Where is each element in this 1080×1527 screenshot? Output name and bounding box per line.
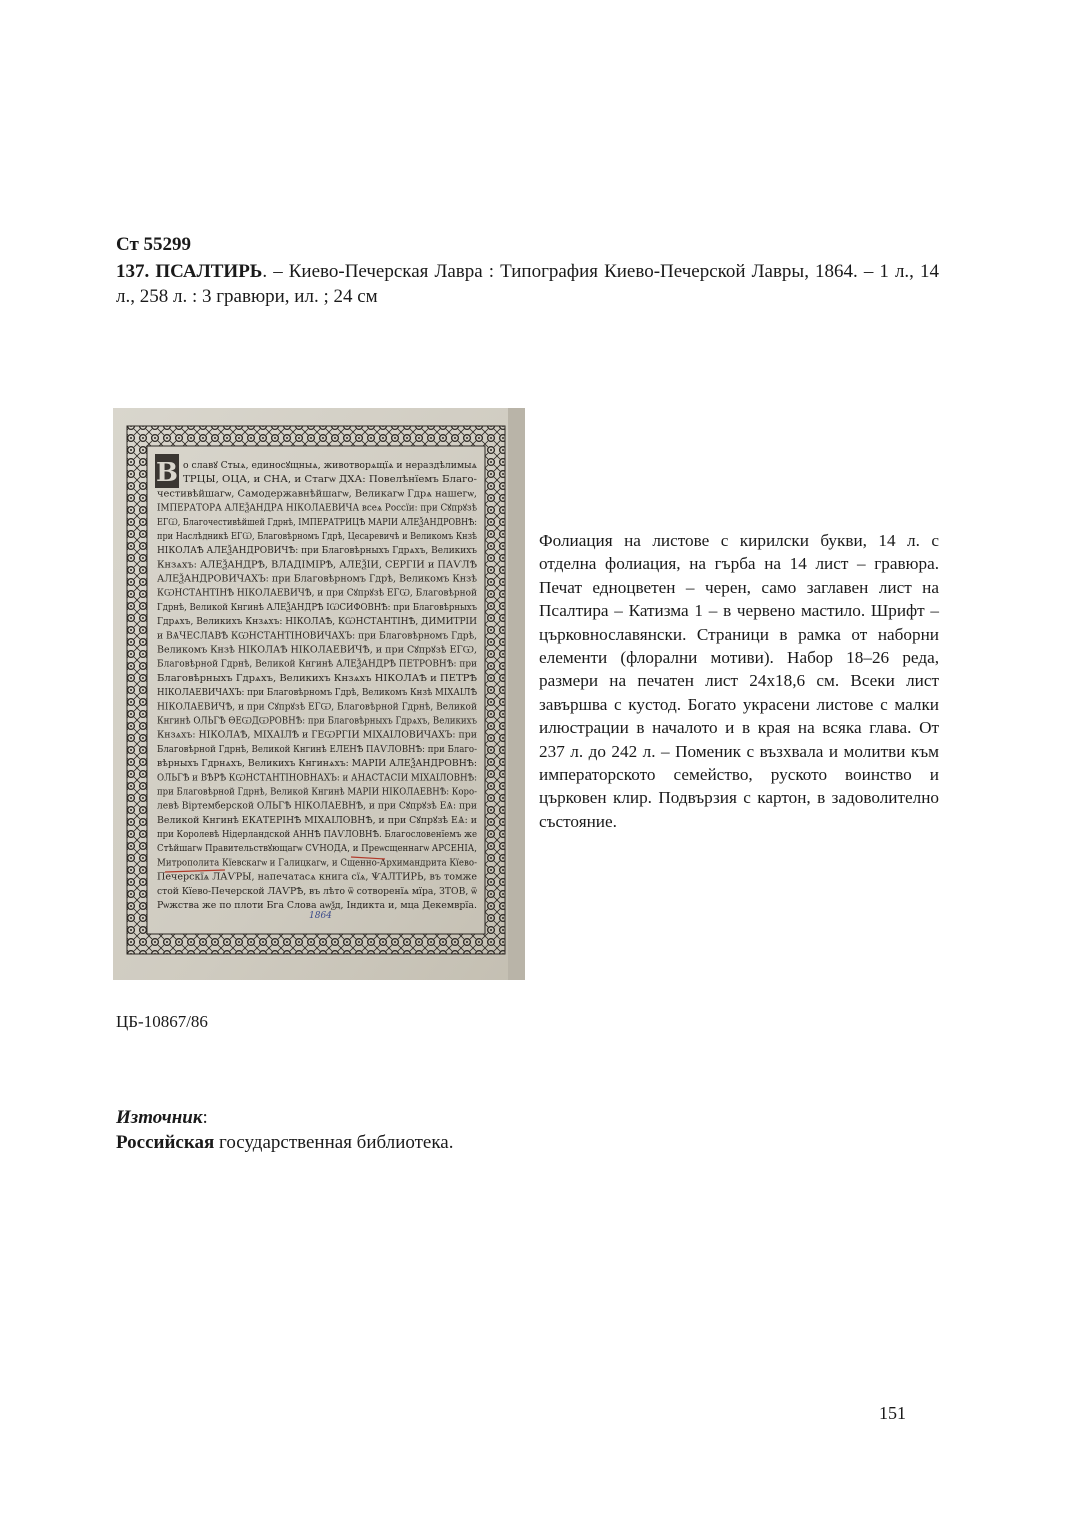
slavonic-text-line: Великой Кнгинѣ ЕКАТЕРІНѢ МІХАІЛОВНѢ, и при Сꙋпрꙋзѣ ЕѦ: и [157,815,477,826]
catalog-entry [116,259,939,309]
call-number: ЦБ-10867/86 [116,1012,208,1031]
slavonic-text-line: ІМПЕРАТОРА АЛЕѮАНДРА НІКОЛАЕВИЧА всеѧ Россїи: при Сꙋпрꙋзѣ [157,503,478,514]
slavonic-text-line: Великомъ Кнзѣ НІКОЛАѢ НІКОЛАЕВИЧѢ, и при Сꙋпрꙋзѣ ЕГѠ, [157,645,477,656]
slavonic-text-line: КѠНСТАНТІНѢ НІКОЛАЕВИЧѢ, и при Сꙋпрꙋзѣ ЕГѠ, Благовѣрной [157,588,477,599]
source-bold: Российская [116,1132,215,1153]
source [116,1131,453,1155]
entry-description: . – Киево-Печерская Лавра : Типография Киево-Печерской Лавры, 1864. – 1 л., 14 л., 258 л. : 3 гравюри, ил. ; 24 см [116,261,939,307]
slavonic-text-line: Благовѣрныхъ Гдрѧхъ, Великихъ Кнзѧхъ НІКОЛАѢ и ПЕТРѢ [157,673,478,684]
slavonic-text-line: Митрополита Кїевскагѡ и Галицкагѡ, и Сщенно-Архимандрита Кїево- [157,858,477,869]
slavonic-text-line: честивѣйшагѡ, Самодержавнѣйшагѡ, Великагѡ Гдрѧ нашегѡ, [157,489,477,500]
shelfmark: Ст 55299 [116,234,192,255]
slavonic-text-line: и ВѦЧЕСЛАВѢ КѠНСТАНТІНОВИЧАХЪ: при Благовѣрномъ Гдрѣ, [157,631,477,642]
slavonic-text-line: НІКОЛАѢ АЛЕѮАНДРОВИЧѢ: при Благовѣрныхъ Гдрѧхъ, Великихъ [157,546,478,557]
title-page-photo [113,408,525,980]
slavonic-text-line: НІКОЛАЕВИЧѢ, и при Сꙋпрꙋзѣ ЕГѠ, Благовѣрной Гдрнѣ, Великой [157,702,477,713]
slavonic-text-line: Печерскїѧ ЛАѴРЫ, напечатасѧ книга сїѧ, ѰАЛТИРЬ, въ томже [157,872,478,883]
slavonic-text-line: при Королевѣ Нідерландской АННѢ ПАѴЛОВНѢ. Благословенїемъ же [157,830,477,841]
source-rest: государственная библиотека. [214,1132,454,1153]
page-shadow-edge [508,408,525,980]
entry-number-title: 137. ПСАЛТИРЬ [116,261,263,282]
slavonic-text-line: ЕГѠ, Благочестивѣйшей Гдрнѣ, ІМПЕРАТРИЦѢ МАРІИ АЛЕѮАНДРОВНѢ: [157,517,477,528]
source-label [116,1106,208,1130]
slavonic-text-line: ОЛЬГѢ и ВѢРѢ КѠНСТАНТІНОВНАХЪ: и АНАСТАСІИ МІХАІЛОВНѢ: [157,773,477,784]
slavonic-text-line: Рѡжства же по плоти Бга Слова аѡѯд, Індикта и, мца Декемврїа. [157,901,478,911]
slavonic-text-line: стой Кїево-Печерской ЛАѴРѢ, въ лѣто ѿ сотворенїѧ мїра, ЗТОВ, ѿ [157,886,478,897]
source-label-text: Източник [116,1107,203,1128]
slavonic-text-line: АЛЕѮАНДРОВИЧАХЪ: при Благовѣрномъ Гдрѣ, Великомъ Кнзѣ [157,574,478,585]
slavonic-text-line: Кнзѧхъ: АЛЕѮАНДРѢ, ВЛАДІМІРѢ, АЛЕѮІИ, СЕРГІИ и ПАѴЛѢ [157,560,478,571]
slavonic-text-line: Кнгинѣ ОЛЬГѢ ѲЕѠДѠРОВНѢ: при Благовѣрныхъ Гдрѧхъ, Великихъ [157,716,478,727]
slavonic-text-line: при Наслѣдникѣ ЕГѠ, Благовѣрномъ Гдрѣ, Цесаревичѣ и Великомъ Кнзѣ [157,531,478,542]
slavonic-text-line: левѣ Віртемберской ОЛЬГѢ НІКОЛАЕВНѢ, и при Сꙋпрꙋзѣ ЕѦ: при [157,801,473,812]
slavonic-text-line: Благовѣрной Гдрнѣ, Великой Кнгинѣ ЕЛЕНѢ ПАѴЛОВНѢ: при Благо- [157,744,477,755]
slavonic-text-line: НІКОЛАЕВИЧАХЪ: при Благовѣрномъ Гдрѣ, Великомъ Кнзѣ МІХАІЛѢ [157,688,478,699]
slavonic-text-line: Гдрнѣ, Великой Кнгинѣ АЛЕѮАНДРѢ ІѠСИФОВНѢ: при Благовѣрныхъ [157,602,478,613]
slavonic-text-line: Благовѣрной Гдрнѣ, Великой Кнгинѣ АЛЕѮАНДРѢ ПЕТРОВНѢ: при [157,659,477,670]
slavonic-text-line: при Благовѣрной Гдрнѣ, Великой Кнгинѣ МАРІИ НІКОЛАЕВНѢ: Коро- [157,787,477,798]
slavonic-text-line: Кнзѧхъ: НІКОЛАѢ, МІХАІЛѢ и ГЕѠРГІИ МІХАІЛОВИЧАХЪ: при [157,730,477,741]
page-number: 151 [879,1403,906,1423]
slavonic-text-line: Стѣйшагѡ Правительствꙋющагѡ СѴНОДА, и Преѡсщеннагѡ АРСЕНІА, [157,844,477,855]
slavonic-text-line: ТРЦЫ, ОЦА, и СНА, и Стагѡ ДХА: Повелѣнїемъ Благо- [183,475,477,486]
slavonic-text-line: вѣрныхъ Гдрнѧхъ, Великихъ Кнгинѧхъ: МАРІИ АЛЕѮАНДРОВНѢ: [157,759,477,770]
drop-cap: В [156,458,178,488]
slavonic-text-line: о славꙋ Стыѧ, единосꙋщныѧ, животворѧщїѧ и нераздѣлимыѧ [183,461,478,471]
handwritten-year: 1864 [309,911,332,921]
physical-description: Фолиация на листове с кирилски букви, 14 л. с отделна фолиация, на гърба на 14 лист – гравюра. Печат едноцветен – черен, само заглавен лист на Псалтира – Катизма 1 – в червено мастило. Шрифт – църковнославянски. Страници в рамка от наборни елементи (флорални мотиви). Набор 18–26 реда, размери на печатен лист 24x18,6 см. Всеки лист завършва с кустод. Богато украсени листове с малки илюстрации в началото и в края на всяка глава. От 237 л. до 242 л. – Поменик с възхвала и молитви към императорското семейство, руското воинство и църковен клир. Подвързия с картон, в задоволително състояние. [539,531,939,831]
source-label-colon: : [202,1107,208,1128]
slavonic-text-line: Гдрѧхъ, Великихъ Кнзѧхъ: НІКОЛАѢ, КѠНСТАНТІНѢ, ДИМИТРІИ [157,617,478,628]
